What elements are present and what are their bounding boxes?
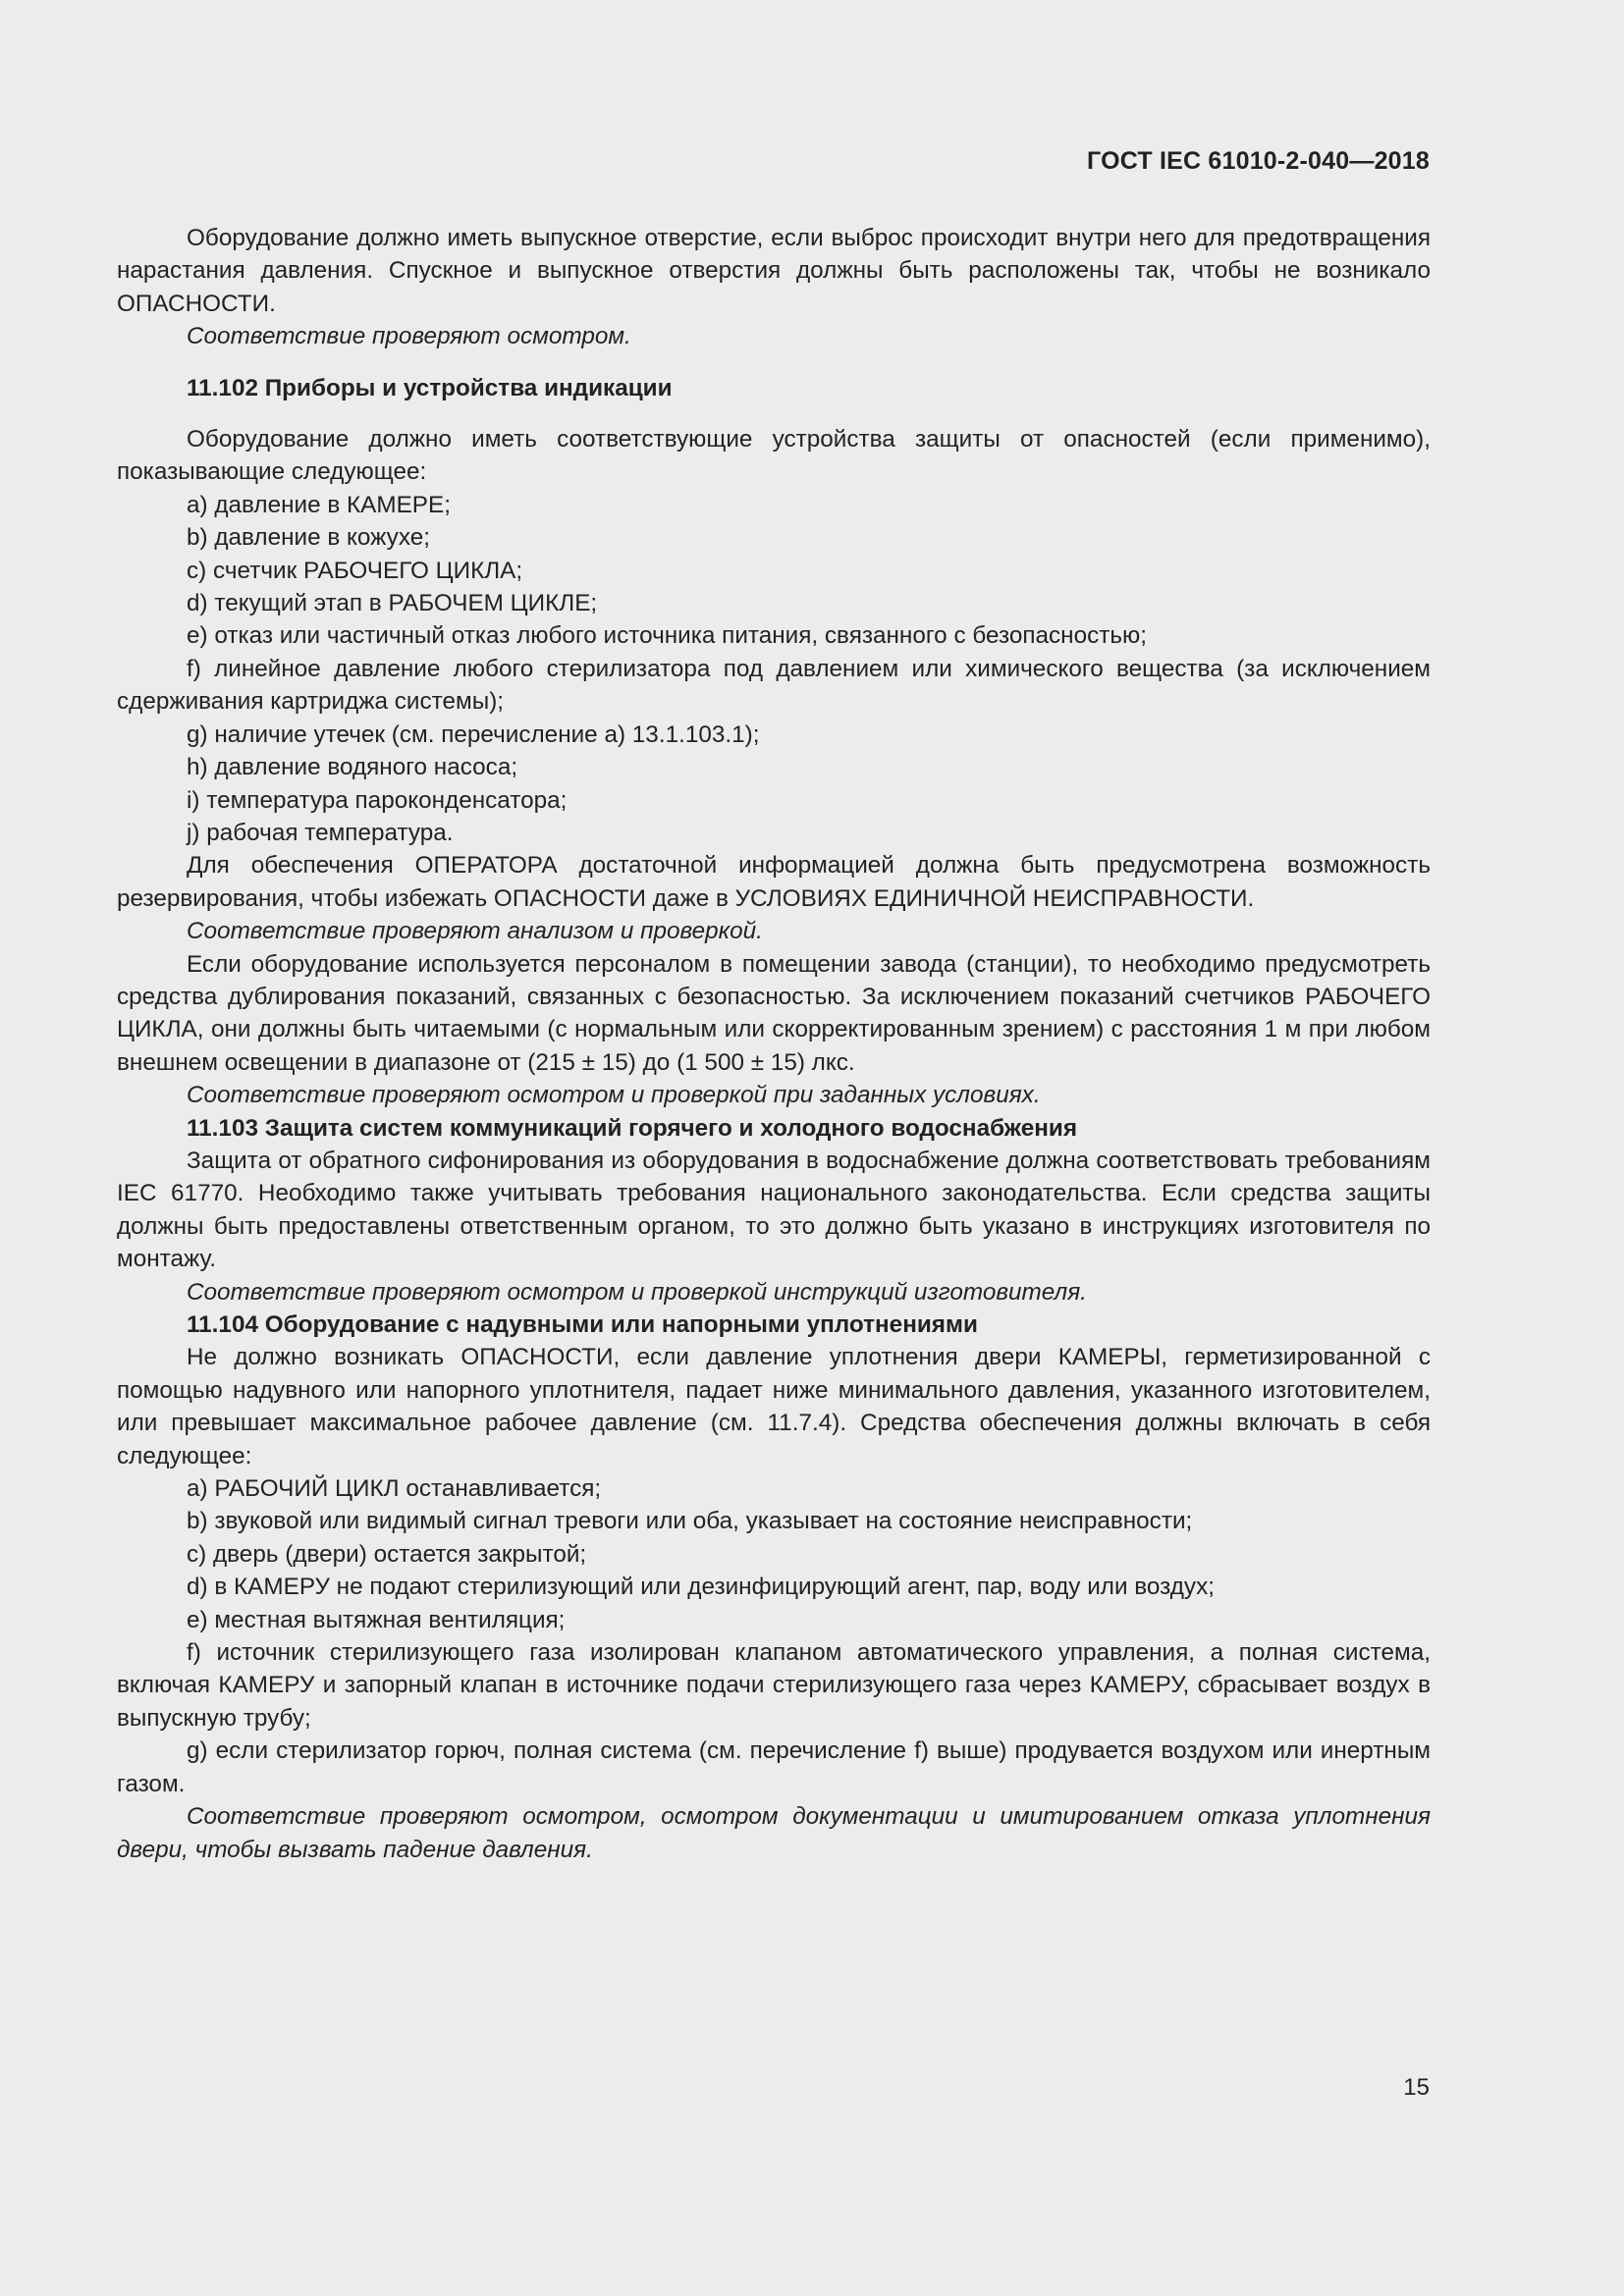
paragraph: Оборудование должно иметь выпускное отверстие, если выброс происходит внутри него для предотвращения нарастания давления. Спускное и выпускное отверстия должны быть расположены так, чтобы не возникало ОПАСНОСТИ.	[117, 225, 1431, 317]
section-heading-11-104: 11.104 Оборудование с надувными или напорными уплотнениями	[187, 1311, 978, 1338]
list-item: g) если стерилизатор горюч, полная система (см. перечисление f) выше) продувается воздухом или инертным газом.	[117, 1737, 1431, 1797]
list-item: a) РАБОЧИЙ ЦИКЛ останавливается;	[187, 1475, 602, 1503]
compliance-note: Соответствие проверяют осмотром, осмотром документации и имитированием отказа уплотнения двери, чтобы вызвать падение давления.	[117, 1803, 1431, 1863]
list-item: d) в КАМЕРУ не подают стерилизующий или дезинфицирующий агент, пар, воду или воздух;	[187, 1574, 1215, 1601]
list-item: g) наличие утечек (см. перечисление а) 13.1.103.1);	[187, 721, 760, 748]
list-item: c) дверь (двери) остается закрытой;	[187, 1540, 587, 1568]
list-item: d) текущий этап в РАБОЧЕМ ЦИКЛЕ;	[187, 590, 598, 617]
list-item: j) рабочая температура.	[187, 819, 454, 846]
paragraph: Оборудование должно иметь соответствующие устройства защиты от опасностей (если применимо), показывающие следующее:	[117, 426, 1431, 486]
paragraph: Защита от обратного сифонирования из оборудования в водоснабжение должна соответствовать требованиям IEC 61770. Необходимо также учитывать требования национального законодательства. Если средства защиты должны быть предоставлены ответственным органом, то это должно быть указано в инструкциях изготовителя по монтажу.	[117, 1147, 1431, 1273]
section-heading-11-102: 11.102 Приборы и устройства индикации	[187, 374, 673, 401]
list-item: b) звуковой или видимый сигнал тревоги или оба, указывает на состояние неисправности;	[187, 1508, 1193, 1535]
list-item: b) давление в кожухе;	[187, 524, 430, 552]
list-item: a) давление в КАМЕРЕ;	[187, 491, 451, 518]
paragraph: Для обеспечения ОПЕРАТОРА достаточной информацией должна быть предусмотрена возможность резервирования, чтобы избежать ОПАСНОСТИ даже в УСЛОВИЯХ ЕДИНИЧНОЙ НЕИСПРАВНОСТИ.	[117, 852, 1431, 912]
section-heading-11-103: 11.103 Защита систем коммуникаций горячего и холодного водоснабжения	[187, 1114, 1078, 1142]
compliance-note: Соответствие проверяют анализом и проверкой.	[187, 918, 763, 945]
compliance-note: Соответствие проверяют осмотром и проверкой инструкций изготовителя.	[187, 1278, 1087, 1306]
list-item: f) источник стерилизующего газа изолирован клапаном автоматического управления, а полная система, включая КАМЕРУ и запорный клапан в источнике подачи стерилизующего газа через КАМЕРУ, сбрасывает воздух в выпускную трубу;	[117, 1639, 1431, 1732]
list-item: h) давление водяного насоса;	[187, 754, 518, 781]
paragraph: Не должно возникать ОПАСНОСТИ, если давление уплотнения двери КАМЕРЫ, герметизированной с помощью надувного или напорного уплотнителя, падает ниже минимального давления, указанного изготовителем, или превышает максимальное рабочее давление (см. 11.7.4). Средства обеспечения должны включать в себя следующее:	[117, 1344, 1431, 1469]
list-item: e) местная вытяжная вентиляция;	[187, 1606, 566, 1633]
compliance-note: Соответствие проверяют осмотром и проверкой при заданных условиях.	[187, 1082, 1041, 1109]
compliance-note: Соответствие проверяют осмотром.	[187, 323, 631, 350]
document-body	[117, 222, 1431, 1866]
list-item: f) линейное давление любого стерилизатора под давлением или химического вещества (за исключением сдерживания картриджа системы);	[117, 655, 1431, 716]
page-number: 15	[1403, 2074, 1430, 2101]
document-header: ГОСТ IEC 61010-2-040—2018	[1087, 147, 1430, 175]
list-item: c) счетчик РАБОЧЕГО ЦИКЛА;	[187, 557, 523, 584]
paragraph: Если оборудование используется персоналом в помещении завода (станции), то необходимо предусмотреть средства дублирования показаний, связанных с безопасностью. За исключением показаний счетчиков РАБОЧЕГО ЦИКЛА, они должны быть читаемыми (с нормальным или скорректированным зрением) с расстояния 1 м при любом внешнем освещении в диапазоне от (215 ± 15) до (1 500 ± 15) лкс.	[117, 950, 1431, 1076]
list-item: e) отказ или частичный отказ любого источника питания, связанного с безопасностью;	[187, 622, 1147, 650]
list-item: i) температура пароконденсатора;	[187, 786, 568, 814]
